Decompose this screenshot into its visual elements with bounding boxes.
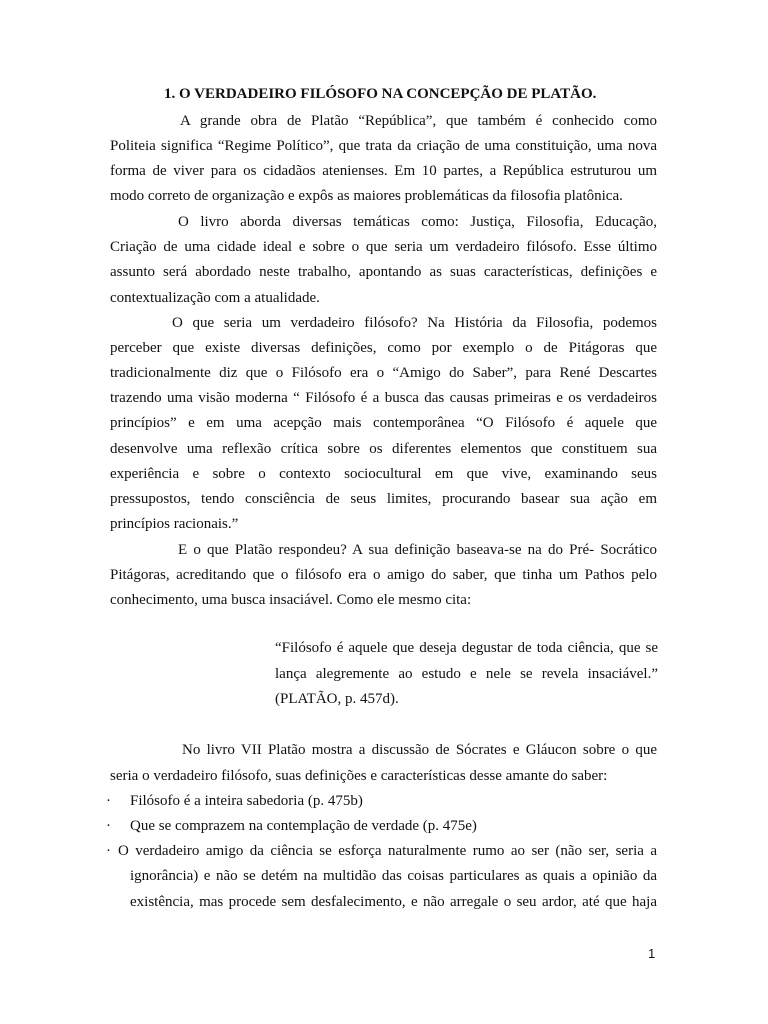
paragraph-3-line: tradicionalmente diz que o Filósofo era o “Amigo do Saber”, para René Descartes <box>110 365 657 381</box>
paragraph-3-line: princípios racionais.” <box>110 516 239 532</box>
paragraph-3-line: experiência e sobre o contexto sociocultural em que vive, examinando seus <box>110 466 657 482</box>
paragraph-1-line: forma de viver para os cidadãos atenienses. Em 10 partes, a República estruturou um <box>110 163 657 179</box>
paragraph-2-line: assunto será abordado neste trabalho, apontando as suas características, definições e <box>110 264 657 280</box>
block-quote-line: “Filósofo é aquele que deseja degustar de toda ciência, que se <box>275 640 658 656</box>
block-quote-line: lança alegremente ao estudo e nele se revela insaciável.” <box>275 666 658 682</box>
paragraph-3-line: pressupostos, tendo consciência de seus limites, procurando basear sua ação em <box>110 491 657 507</box>
paragraph-2-line: Criação de uma cidade ideal e sobre o que seria um verdadeiro filósofo. Esse último <box>110 239 657 255</box>
section-heading: 1. O VERDADEIRO FILÓSOFO NA CONCEPÇÃO DE PLATÃO. <box>164 86 597 102</box>
paragraph-4-line: Pitágoras, acreditando que o filósofo era o amigo do saber, que tinha um Pathos pelo <box>110 567 657 583</box>
bullet-item: Filósofo é a inteira sabedoria (p. 475b) <box>130 793 363 809</box>
paragraph-3-line: princípios” e em uma acepção mais contemporânea “O Filósofo é aquele que <box>110 415 657 431</box>
bullet-item: O verdadeiro amigo da ciência se esforça naturalmente rumo ao ser (não ser, seria a <box>118 843 657 859</box>
paragraph-2-line: contextualização com a atualidade. <box>110 290 320 306</box>
bullet-marker: · <box>106 793 111 809</box>
bullet-marker: · <box>106 818 111 834</box>
paragraph-3-line: O que seria um verdadeiro filósofo? Na História da Filosofia, podemos <box>172 315 657 331</box>
page-number: 1 <box>648 946 656 961</box>
paragraph-1-line: A grande obra de Platão “República”, que também é conhecido como <box>180 113 657 129</box>
paragraph-5-line: No livro VII Platão mostra a discussão de Sócrates e Gláucon sobre o que <box>182 742 657 758</box>
paragraph-1-line: modo correto de organização e expôs as maiores problemáticas da filosofia platônica. <box>110 188 623 204</box>
bullet-marker: · <box>106 843 111 859</box>
paragraph-3-line: desenvolve uma reflexão crítica sobre os diferentes elementos que constituem sua <box>110 441 657 457</box>
paragraph-5-line: seria o verdadeiro filósofo, suas definições e características desse amante do saber: <box>110 768 608 784</box>
bullet-item-continuation: existência, mas procede sem desfalecimento, e não arregale o seu ardor, até que haja <box>130 894 657 910</box>
paragraph-3-line: perceber que existe diversas definições, como por exemplo o de Pitágoras que <box>110 340 657 356</box>
paragraph-2-line: O livro aborda diversas temáticas como: Justiça, Filosofia, Educação, <box>178 214 657 230</box>
bullet-item-continuation: ignorância) e não se detém na multidão das coisas particulares as quais a opinião da <box>130 868 657 884</box>
paragraph-3-line: trazendo uma visão moderna “ Filósofo é a busca das causas primeiras e os verdadeiros <box>110 390 657 406</box>
block-quote-citation: (PLATÃO, p. 457d). <box>275 691 399 707</box>
bullet-item: Que se comprazem na contemplação de verdade (p. 475e) <box>130 818 477 834</box>
paragraph-1-line: Politeia significa “Regime Político”, que trata da criação de uma constituição, uma nova <box>110 138 657 154</box>
paragraph-4-line: conhecimento, uma busca insaciável. Como ele mesmo cita: <box>110 592 472 608</box>
paragraph-4-line: E o que Platão respondeu? A sua definição baseava-se na do Pré- Socrático <box>178 542 657 558</box>
